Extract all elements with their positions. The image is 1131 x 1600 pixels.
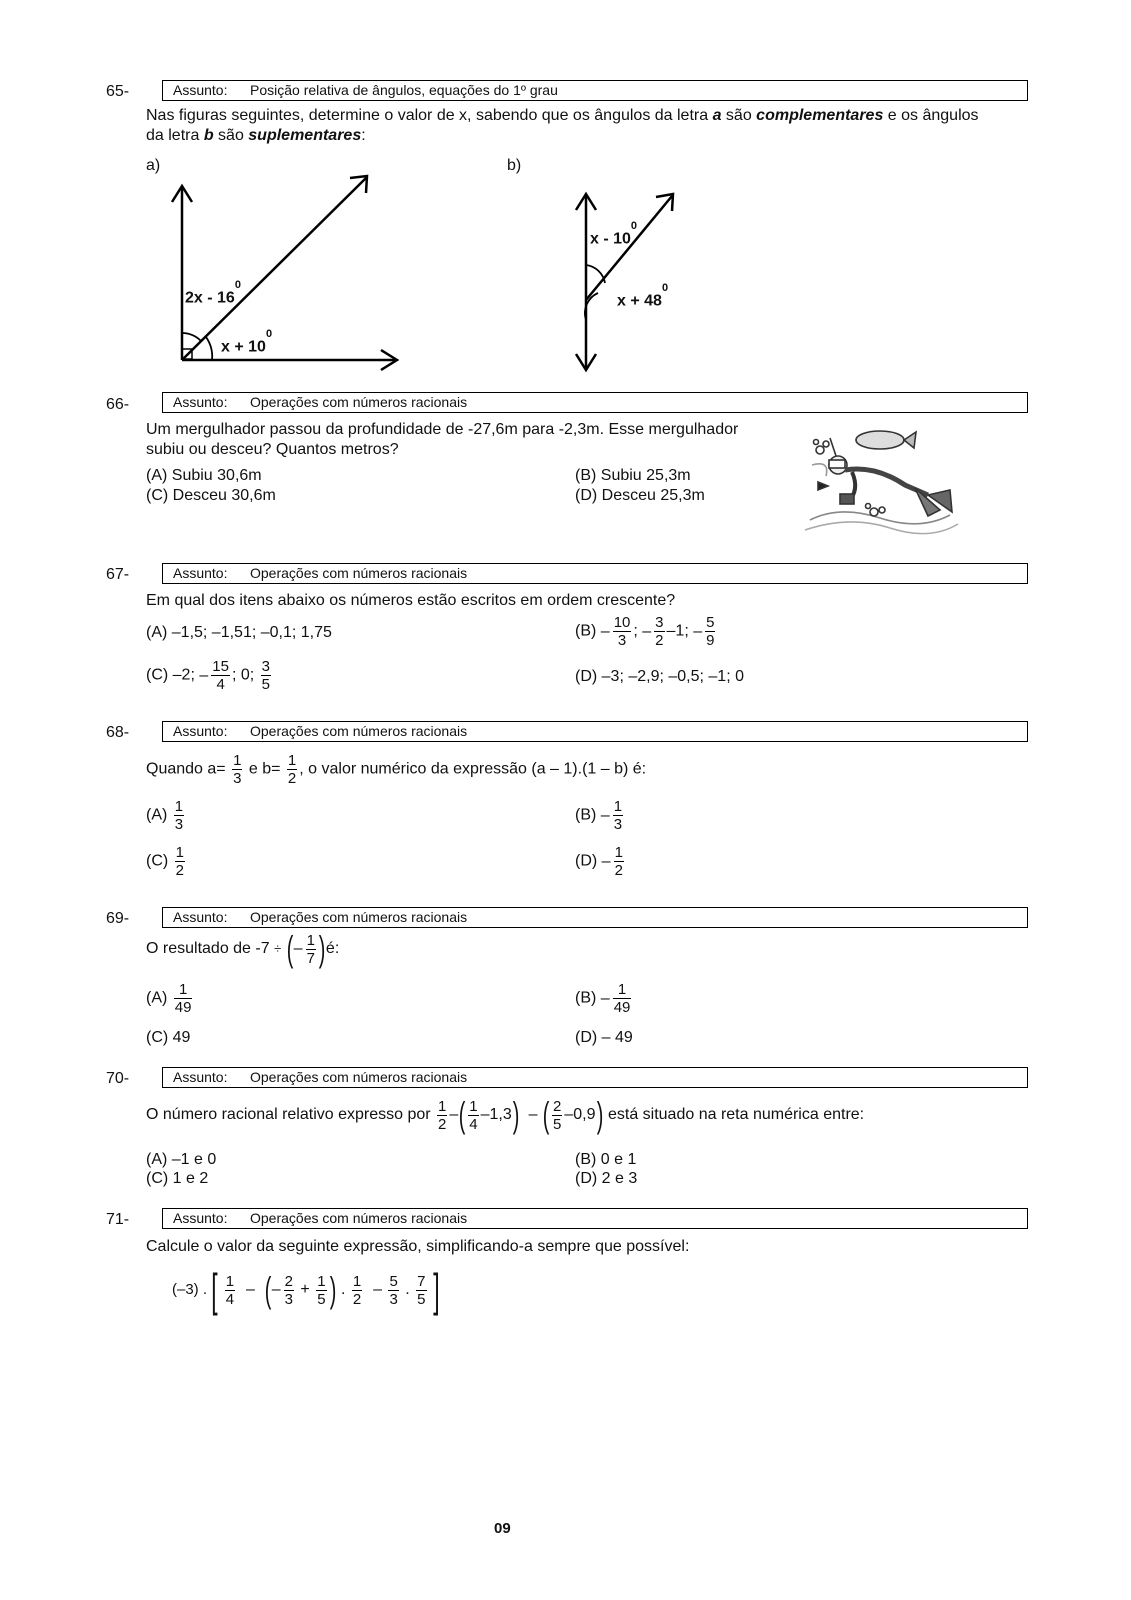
angle-label: x - $10^0$ [590, 220, 638, 248]
text-part: a [712, 107, 722, 124]
question-text: Calcule o valor da seguinte expressão, simplificando-a sempre que possível: [146, 1238, 690, 1255]
option-a: (A) –1 e 0 [146, 1151, 217, 1168]
subject-text: Operações com números racionais [250, 909, 468, 925]
question-number: 67- [106, 566, 130, 583]
option-a: (A) –1,5; –1,51; –0,1; 1,75 [146, 624, 332, 641]
text-part: são [721, 107, 757, 124]
question-text: Quando a= $\frac{1}{3}$ e b= $\frac{1}{2}$ , o valor numérico da expressão (a – 1).(1 – b) é: [146, 752, 647, 787]
subject-label: Assunto: [173, 1069, 228, 1085]
subject-label: Assunto: [173, 723, 228, 739]
option-b: (B) – $\frac{10}{3}$ ; – $\frac{3}{2}$ –1; – $\frac{5}{9}$ [575, 614, 715, 649]
subject-label: Assunto: [173, 1210, 228, 1226]
page-number: 09 [494, 1520, 511, 1537]
angle-label: $x + 48^0$ [617, 282, 669, 310]
option-c: (C) Desceu 30,6m [146, 487, 276, 504]
option-a: (A) Subiu 30,6m [146, 467, 262, 484]
text-part: subiu ou desceu? Quantos metros? [146, 441, 399, 458]
question-number: 65- [106, 83, 130, 100]
subject-label: Assunto: [173, 565, 228, 581]
subject-text: Posição relativa de ângulos, equações do 1º grau [250, 82, 558, 98]
text-part: b [203, 127, 214, 144]
text-part: suplementares [248, 127, 362, 144]
subject-text: Operações com números racionais [250, 1069, 468, 1085]
subject-box [162, 907, 1028, 928]
subject-box [162, 1067, 1028, 1088]
option-b: (B) – $\frac{1}{49}$ [575, 981, 631, 1016]
option-b: (B) 0 e 1 [575, 1151, 637, 1168]
subject-box [162, 721, 1028, 742]
question-number: 68- [106, 724, 130, 741]
figure-b-diagram [0, 0, 1131, 400]
option-b: (B) – $\frac{1}{3}$ [575, 798, 623, 833]
option-c: (C) 1 e 2 [146, 1170, 209, 1187]
math-expression: (–3) . [ $\frac{1}{4}$ – (– $\frac{2}{3}$ + $\frac{1}{5}$ ) . $\frac{1}{2}$ – $\frac{5}{3}$ . $\frac{7}{5}$ ] [172, 1264, 440, 1316]
question-number: 71- [106, 1211, 130, 1228]
option-d: (D) 2 e 3 [575, 1170, 638, 1187]
subject-box [162, 563, 1028, 584]
option-d: (D) –3; –2,9; –0,5; –1; 0 [575, 668, 744, 685]
question-text: O número racional relativo expresso por $\frac{1}{2}$ –( $\frac{1}{4}$ –1,3) – ( $\frac{2}{5}$ –0,9) está situado na reta numérica entre: [146, 1094, 865, 1135]
diver-illustration [800, 420, 960, 540]
subject-text: Operações com números racionais [250, 1210, 468, 1226]
subject-box [162, 392, 1028, 413]
option-d: (D) – 49 [575, 1029, 633, 1046]
text-part: são [213, 127, 249, 144]
subject-box [162, 1208, 1028, 1229]
text-part: e os ângulos [883, 107, 979, 124]
text-part: : [361, 127, 366, 144]
subject-text: Operações com números racionais [250, 394, 468, 410]
text-part: Nas figuras seguintes, determine o valor de x, sabendo que os ângulos da letra [146, 107, 713, 124]
text-part: complementares [756, 107, 884, 124]
subject-text: Operações com números racionais [250, 565, 468, 581]
angle-label: $x + 10^0$ [221, 328, 273, 356]
option-d: (D) – $\frac{1}{2}$ [575, 844, 623, 879]
subject-label: Assunto: [173, 909, 228, 925]
figure-b-label: b) [507, 157, 522, 174]
option-b: (B) Subiu 25,3m [575, 467, 691, 484]
question-number: 70- [106, 1070, 130, 1087]
option-d: (D) Desceu 25,3m [575, 487, 705, 504]
option-c: (C) –2; – $\frac{15}{4}$ ; 0; $\frac{3}{5}$ [146, 658, 270, 693]
question-text [146, 420, 738, 460]
text-part: da letra [146, 127, 204, 144]
option-a: (A) $\frac{1}{3}$ [146, 798, 184, 833]
subject-text: Operações com números racionais [250, 723, 468, 739]
option-c: (C) $\frac{1}{2}$ [146, 844, 185, 879]
angle-label: $2x - 16^0$ [185, 279, 241, 307]
question-text: Em qual dos itens abaixo os números estão escritos em ordem crescente? [146, 592, 676, 609]
question-number: 69- [106, 910, 130, 927]
figure-a-label: a) [146, 157, 161, 174]
option-c: (C) 49 [146, 1029, 191, 1046]
question-number: 66- [106, 396, 130, 413]
text-part: Um mergulhador passou da profundidade de -27,6m para -2,3m. Esse mergulhador [146, 421, 739, 438]
subject-label: Assunto: [173, 82, 228, 98]
question-text: O resultado de -7 ÷ (– $\frac{1}{7}$ )é: [146, 928, 340, 969]
subject-label: Assunto: [173, 394, 228, 410]
option-a: (A) $\frac{1}{49}$ [146, 981, 192, 1016]
